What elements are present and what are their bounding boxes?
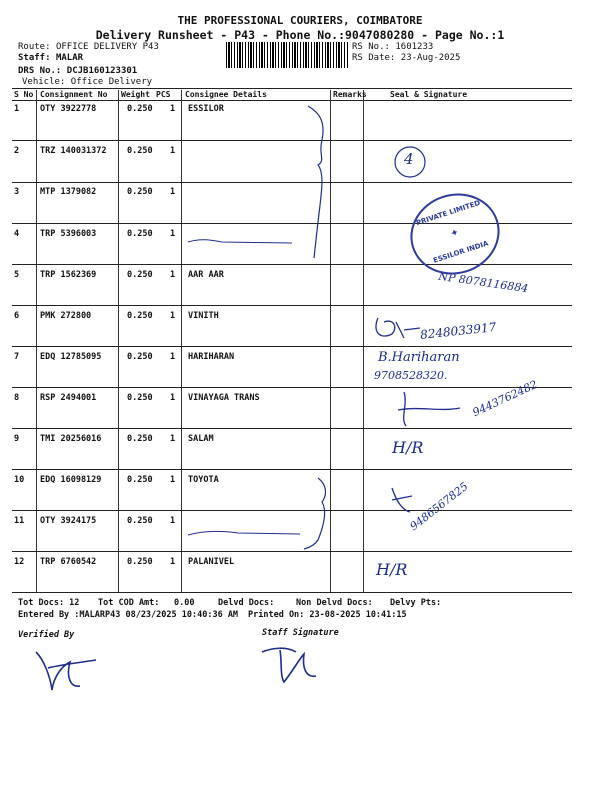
- rs-date-label: RS Date:: [352, 53, 396, 63]
- row-weight: 0.250: [127, 146, 153, 156]
- handwritten-note: H/R: [392, 438, 424, 457]
- row-sno: 9: [14, 434, 20, 444]
- row-weight: 0.250: [127, 270, 153, 280]
- row-sno: 11: [14, 516, 25, 526]
- row-consignee: HARIHARAN: [188, 352, 235, 362]
- signature-stroke: [376, 318, 420, 338]
- row-weight: 0.250: [127, 434, 153, 444]
- handwritten-note: H/R: [376, 560, 408, 579]
- rs-no-label: RS No.:: [352, 42, 390, 52]
- row-pcs: 1: [170, 146, 176, 156]
- row-consignee: VINAYAGA TRANS: [188, 393, 260, 403]
- row-pcs: 1: [170, 352, 176, 362]
- route-label: Route:: [18, 42, 51, 52]
- row-consignment: EDQ 16098129: [40, 475, 102, 485]
- row-consignment: OTY 3924175: [40, 516, 97, 526]
- runsheet-title: Delivery Runsheet - P43 - Phone No.:9047080280 - Page No.:1: [95, 28, 505, 42]
- row-consignment: TMI 20256016: [40, 434, 102, 444]
- handwritten-note: 8248033917: [419, 320, 497, 342]
- staff-signature-stroke: [262, 648, 316, 682]
- row-consignee: ESSILOR: [188, 104, 224, 114]
- row-weight: 0.250: [127, 393, 153, 403]
- row-pcs: 1: [170, 311, 176, 321]
- row-sno: 12: [14, 557, 25, 567]
- verified-signature-stroke: [36, 652, 96, 690]
- row-consignment: OTY 3922778: [40, 104, 97, 114]
- col-header-remarks: Remarks: [333, 90, 367, 99]
- drs-value: DCJB160123301: [66, 66, 138, 76]
- row-consignee: SALAM: [188, 434, 214, 444]
- row-consignment: EDQ 12785095: [40, 352, 102, 362]
- row-sno: 3: [14, 187, 20, 197]
- delivery-points: Delvy Pts:: [390, 598, 442, 608]
- rs-no-value: 1601233: [395, 42, 434, 52]
- row-sno: 2: [14, 146, 20, 156]
- row-consignment: MTP 1379082: [40, 187, 97, 197]
- delivered-docs: Delvd Docs:: [218, 598, 275, 608]
- col-header-weight: Weight: [121, 90, 150, 99]
- company-title: THE PROFESSIONAL COURIERS, COIMBATORE: [177, 14, 423, 27]
- row-consignee: VINITH: [188, 311, 219, 321]
- col-header-sno: S No: [14, 90, 34, 99]
- bracket-stroke: [304, 478, 325, 549]
- seal-emblem: ✦: [449, 226, 461, 241]
- row-sno: 4: [14, 229, 20, 239]
- row-consignment: TRZ 140031372: [40, 146, 107, 156]
- drs-label: DRS No.:: [18, 66, 62, 76]
- staff-value: MALAR: [55, 53, 84, 63]
- row-pcs: 1: [170, 434, 176, 444]
- row-sno: 5: [14, 270, 20, 280]
- handwritten-mark: 4: [404, 150, 414, 168]
- row-weight: 0.250: [127, 187, 153, 197]
- vehicle-label: Vehicle:: [22, 77, 66, 87]
- signature-stroke: [398, 392, 460, 426]
- staff-label: Staff:: [18, 53, 51, 63]
- row-sno: 1: [14, 104, 20, 114]
- row-consignment: RSP 2494001: [40, 393, 97, 403]
- handwritten-note: 9486567825: [407, 479, 471, 534]
- bracket-stroke: [308, 106, 323, 258]
- dash-stroke: [188, 531, 300, 535]
- row-pcs: 1: [170, 557, 176, 567]
- col-header-consignment: Consignment No: [40, 90, 108, 99]
- row-consignment: PMK 272800: [40, 311, 92, 321]
- row-pcs: 1: [170, 516, 176, 526]
- row-weight: 0.250: [127, 104, 153, 114]
- row-sno: 6: [14, 311, 20, 321]
- seal-text-top: PRIVATE LIMITED: [415, 198, 482, 228]
- row-sno: 8: [14, 393, 20, 403]
- rs-date-value: 23-Aug-2025: [400, 53, 461, 63]
- verified-by-label: Verified By: [18, 630, 75, 640]
- handwritten-note: NP 8078116884: [437, 269, 529, 296]
- row-consignment: TRP 1562369: [40, 270, 97, 280]
- staff-signature-label: Staff Signature: [262, 628, 339, 638]
- signature-stroke: [392, 488, 412, 512]
- row-pcs: 1: [170, 229, 176, 239]
- row-weight: 0.250: [127, 311, 153, 321]
- row-sno: 7: [14, 352, 20, 362]
- route-value: OFFICE DELIVERY P43: [55, 42, 159, 52]
- row-consignee: AAR AAR: [188, 270, 224, 280]
- row-pcs: 1: [170, 393, 176, 403]
- row-consignee: PALANIVEL: [188, 557, 235, 567]
- col-header-consignee: Consignee Details: [185, 90, 267, 99]
- row-weight: 0.250: [127, 229, 153, 239]
- seal-text-bottom: ESSILOR INDIA: [432, 239, 490, 265]
- entered-by: Entered By :MALARP43 08/23/2025 10:40:36 AM: [18, 610, 239, 620]
- total-docs: Tot Docs: 12: [18, 598, 80, 608]
- handwritten-name: B.Hariharan: [378, 350, 460, 365]
- row-consignee: TOYOTA: [188, 475, 219, 485]
- row-weight: 0.250: [127, 557, 153, 567]
- row-consignment: TRP 6760542: [40, 557, 97, 567]
- row-pcs: 1: [170, 475, 176, 485]
- col-header-pcs: PCS: [156, 90, 171, 99]
- printed-on: Printed On: 23-08-2025 10:41:15: [248, 610, 407, 620]
- col-header-seal: Seal & Signature: [390, 90, 468, 99]
- row-sno: 10: [14, 475, 25, 485]
- row-pcs: 1: [170, 187, 176, 197]
- handwritten-note: 9443762482: [470, 377, 540, 420]
- row-weight: 0.250: [127, 352, 153, 362]
- handwritten-phone: 9708528320.: [374, 369, 448, 382]
- total-cod-value: 0.00: [174, 598, 195, 608]
- total-cod-label: Tot COD Amt:: [98, 598, 160, 608]
- row-weight: 0.250: [127, 475, 153, 485]
- row-pcs: 1: [170, 270, 176, 280]
- non-delivered-docs: Non Delvd Docs:: [296, 598, 373, 608]
- vehicle-value: Office Delivery: [70, 77, 153, 87]
- row-pcs: 1: [170, 104, 176, 114]
- row-weight: 0.250: [127, 516, 153, 526]
- row-consignment: TRP 5396003: [40, 229, 97, 239]
- dash-stroke: [188, 240, 292, 243]
